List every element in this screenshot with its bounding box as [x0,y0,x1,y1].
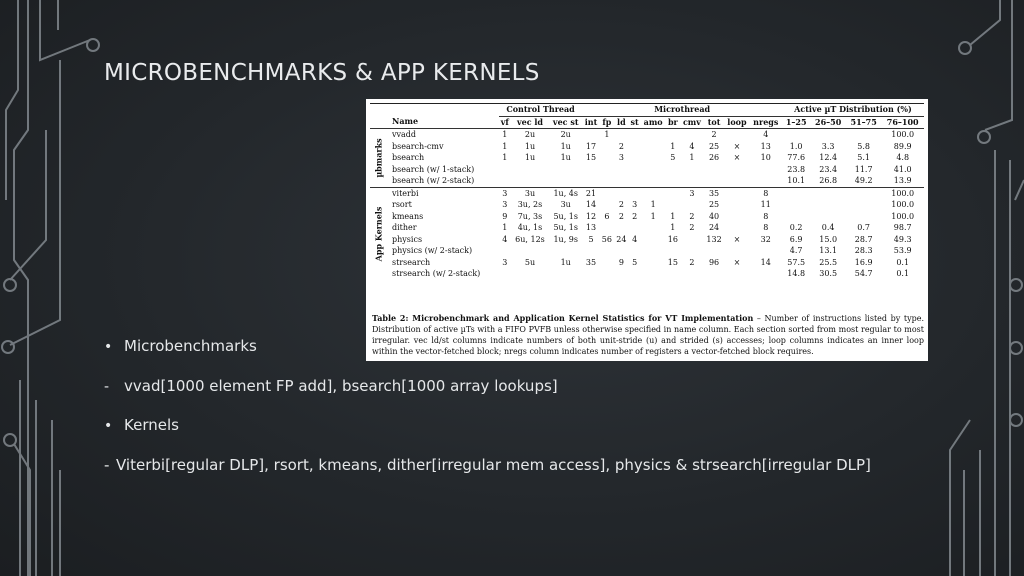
table-cell: 9 [502,211,508,221]
table-cell [846,187,881,199]
table-cell: 5 [632,257,638,267]
row-name-cell: bsearch-cmv [392,141,444,151]
bullet-marker: • [104,418,113,434]
group-active-distribution: Active µT Distribution (%) [782,104,924,117]
table-cell: 17 [585,141,597,151]
table-cell: 26 [708,153,720,162]
table-cell [549,268,582,280]
table-cell [629,268,641,280]
table-cell: 96 [708,257,720,267]
table-cell: 3u [560,200,571,209]
table-cell: 1 [499,129,511,141]
table-cell [614,222,628,234]
table-cell [629,129,641,141]
table-cell: 1 [502,223,508,232]
table-cell [600,199,614,211]
table-cell [680,234,704,246]
col-vecld: vec ld [511,116,549,129]
table-cell: 24 [708,223,720,232]
table-cell [641,234,666,246]
table-cell: 12.4 [819,153,838,162]
table-row [370,164,924,176]
table-cell: 2 [689,211,695,221]
table-cell: 1 [502,141,508,151]
table-cell: 2 [618,211,624,221]
table-cell [641,141,666,153]
table-cell: 1u [524,141,536,151]
table-cell [810,211,845,223]
table-cell: 0.4 [821,223,835,232]
table-cell: 4 [632,234,638,244]
table-cell: 14.8 [787,269,806,278]
table-cell: 1 [600,129,614,141]
table-cell: × [733,153,741,162]
bullet-marker: - [104,456,110,474]
table-cell: 2 [632,211,638,221]
table-cell [782,211,811,223]
table-cell [614,164,628,176]
table-cell: 24 [616,234,627,244]
col-d4: 76–100 [881,116,924,129]
table-cell [629,245,641,257]
bullet-item [104,456,871,474]
table-cell: 32 [760,234,771,244]
table-cell [614,175,628,187]
table-row [370,234,924,246]
table-cell [724,268,749,280]
table-cell [511,164,549,176]
table-cell [666,129,680,141]
table-cell [666,245,680,257]
table-cell: 5u, 1s [553,211,578,221]
table-cell [641,187,666,199]
col-name: Name [388,116,499,129]
table-cell [680,175,704,187]
table-cell [614,268,628,280]
table-cell: 89.9 [893,141,912,151]
table-cell [511,175,549,187]
table-cell: 13 [585,223,597,232]
table-cell [582,245,599,257]
table-cell: 35 [585,257,597,267]
table-cell [846,199,881,211]
table-row [370,268,924,280]
table-cell: 2 [618,200,624,209]
table-cell: 0.2 [789,223,803,232]
table-cell: 2 [689,223,695,232]
table-cell: 1u, 9s [553,234,578,244]
table-cell: 1 [670,211,676,221]
table-cell: 1 [689,153,695,162]
table-cell [641,164,666,176]
col-int: int [582,116,599,129]
table-cell: × [733,234,741,244]
table-row [370,245,924,257]
table-cell [704,164,725,176]
table-cell: 13.1 [819,246,838,255]
row-name-cell: rsort [392,200,412,209]
col-loop: loop [724,116,749,129]
table-cell: 14 [760,257,771,267]
bullet-text: Viterbi[regular DLP], rsort, kmeans, dither[irregular mem access], physics & strsearch[irregular DLP] [116,456,871,474]
table-cell [724,211,749,223]
table-cell: 77.6 [787,153,806,162]
table-cell: 8 [750,187,782,199]
table-row [370,141,924,153]
table-cell: 0.1 [896,257,910,267]
table-cell [810,199,845,211]
table-cell: 100.0 [881,187,924,199]
table-cell: 4 [689,141,695,151]
table-cell: × [733,141,741,151]
caption-label: Table 2: Microbenchmark and Application Kernel Statistics for VT Implementation [372,313,754,323]
table-cell [724,187,749,199]
table-cell [680,199,704,211]
table-cell: 7u, 3s [517,211,543,221]
table-cell [724,164,749,176]
table-cell [600,164,614,176]
row-name-cell: physics (w/ 2-stack) [392,246,473,255]
table-cell [600,175,614,187]
table-row [370,129,924,141]
table-cell [680,268,704,280]
table-cell [704,245,725,257]
table-cell: 49.3 [893,234,912,244]
table-cell: 25.5 [819,257,838,267]
table-cell [810,129,845,141]
table-cell [750,268,782,280]
table-cell [549,164,582,176]
table-cell [724,129,749,141]
bullet-marker: • [104,339,113,355]
table-cell: 6u, 12s [515,234,545,244]
table-cell: 1 [502,153,508,162]
table-cell: 3 [499,187,511,199]
table-cell [666,187,680,199]
row-name-cell: strsearch (w/ 2-stack) [392,269,481,278]
col-d3: 51–75 [846,116,881,129]
table-cell: 3.3 [821,141,835,151]
table-cell: 3u, 2s [517,200,543,209]
table-cell: 0.7 [857,223,871,232]
table-cell [846,129,881,141]
bullet-marker: - [104,379,110,395]
table-cell: 3 [680,187,704,199]
row-name-cell: kmeans [392,211,424,221]
table-cell [641,175,666,187]
table-cell [782,129,811,141]
table-cell [629,187,641,199]
table-cell [704,268,725,280]
table-cell [614,245,628,257]
table-cell: 13.9 [893,176,912,185]
table-cell: 16 [667,234,678,244]
table-cell: 9 [618,257,624,267]
table-cell: 1 [650,200,656,209]
table-cell: 4 [502,234,508,244]
table-cell [629,175,641,187]
table-cell [499,164,511,176]
table-cell [629,222,641,234]
table-cell: 6.9 [789,234,803,244]
table-cell [614,187,628,199]
table-cell: 6 [604,211,610,221]
table-cell [666,268,680,280]
table-cell: 100.0 [881,129,924,141]
table-cell: 3 [632,200,638,209]
table-cell: 14 [585,200,597,209]
table-cell: 15 [585,153,597,162]
table-cell: 54.7 [854,269,873,278]
table-cell [582,129,599,141]
col-vf: vf [499,116,511,129]
bullet-item [104,337,257,355]
table-cell: 1u [524,153,536,162]
table-cell: 49.2 [854,176,873,185]
row-name-cell: vvadd [388,129,499,141]
table-cell [680,164,704,176]
col-d2: 26–50 [810,116,845,129]
table-cell: 1 [670,223,676,232]
col-tot: tot [704,116,725,129]
col-cmv: cmv [680,116,704,129]
table-cell: × [733,257,741,267]
table-cell: 16.9 [854,257,873,267]
table-cell [511,245,549,257]
table-cell: 5.1 [857,153,871,162]
table-cell [600,152,614,164]
table-cell: 28.3 [854,246,873,255]
table-cell: 56 [601,234,612,244]
table-cell [641,152,666,164]
table-cell: 132 [706,234,722,244]
bullet-text: vvad[1000 element FP add], bsearch[1000 array lookups] [124,377,558,395]
bullet-item [104,377,558,395]
row-name-cell: bsearch [392,153,425,162]
table-cell [641,245,666,257]
table-cell: 1u [560,141,571,151]
table-cell: 3 [502,257,508,267]
table-cell: 23.4 [819,164,838,174]
row-name-cell: strsearch [392,257,431,267]
table-cell: 5 [670,153,676,162]
table-cell [724,222,749,234]
caption-text: – Number of instructions listed by type. Distribution of active µTs with a FIFO PVFB unless otherwise specified in name column. Each section sorted from most regular to most irregular. vec ld/st columns indicate numbers of both unit-stride (u) and strided (s) accesses; loop columns indicates an inner loop within the vector-fetched block; nregs column indicates number of registers a vector-fetched block requires. [372,314,924,356]
group-control-thread: Control Thread [499,104,583,117]
row-name-cell: physics [392,234,423,244]
table-cell: 10 [760,153,771,162]
table-cell: 10.1 [787,176,806,185]
bullet-text: Kernels [124,416,179,434]
table-cell [499,175,511,187]
col-br: br [666,116,680,129]
table-cell [750,175,782,187]
table-cell [666,199,680,211]
row-name-cell: bsearch (w/ 1-stack) [392,164,475,174]
table-cell [499,245,511,257]
table-cell: 41.0 [893,164,912,174]
table-cell [750,245,782,257]
table-cell [549,245,582,257]
col-fp: fp [600,116,614,129]
table-row [370,175,924,187]
table-row [370,187,924,199]
table-cell [499,268,511,280]
table-cell: 13 [760,141,771,151]
table-cell: 4.7 [789,246,803,255]
row-name-cell: viterbi [388,187,499,199]
table-cell: 30.5 [819,269,838,278]
row-name-cell: bsearch (w/ 2-stack) [392,176,475,185]
table-cell: 100.0 [891,200,915,209]
table-cell [810,187,845,199]
table-cell [549,175,582,187]
table-cell: 4.8 [896,153,910,162]
table-cell: 2 [618,141,624,151]
table-cell: 40 [708,211,720,221]
table-cell [782,199,811,211]
table-cell [582,175,599,187]
col-vecst: vec st [549,116,582,129]
row-name-cell: dither [392,223,417,232]
group-microthread: Microthread [582,104,782,117]
slide-title: MICROBENCHMARKS & APP KERNELS [104,60,540,86]
table-row [370,257,924,269]
table-cell: 35 [704,187,725,199]
table-cell: 15 [667,257,678,267]
bullet-item [104,416,179,434]
table-cell [600,141,614,153]
section-label: App Kernels [370,187,388,280]
table-cell [641,257,666,269]
table-cell: 1 [670,141,676,151]
table-cell [680,245,704,257]
table-cell: 2 [704,129,725,141]
table-cell [511,268,549,280]
table-cell: 3 [502,200,508,209]
table-cell: 28.7 [854,234,873,244]
table-cell: 5u, 1s [553,223,578,232]
table-cell: 26.8 [819,176,838,185]
table-cell: 15.0 [819,234,838,244]
table-cell [704,175,725,187]
table-cell: 1 [650,211,656,221]
table-cell [600,245,614,257]
table-cell: 21 [582,187,599,199]
table-cell [680,129,704,141]
table-cell [629,164,641,176]
table-cell [641,268,666,280]
col-amo: amo [641,116,666,129]
col-st: st [630,116,639,127]
table-cell: 8 [763,211,769,221]
stats-table-image [366,99,928,361]
table-cell [600,187,614,199]
table-cell: 1u [560,257,571,267]
table-cell [641,222,666,234]
col-d1: 1–25 [782,116,811,129]
table-cell: 8 [763,223,769,232]
table-cell: 12 [585,211,597,221]
table-cell: 23.8 [787,164,806,174]
table-cell [724,175,749,187]
table-cell: 98.7 [893,223,912,232]
table-cell: 1u [560,153,571,162]
table-cell [600,268,614,280]
table-cell: 25 [708,141,720,151]
table-row [370,199,924,211]
table-cell [629,141,641,153]
table-cell: 3 [618,153,624,162]
table-cell: 4 [750,129,782,141]
table-cell [846,211,881,223]
table-cell [614,129,628,141]
table-cell [641,129,666,141]
table-cell [600,222,614,234]
table-cell: 53.9 [893,246,912,255]
table-cell: 5.8 [857,141,871,151]
table-cell: 25 [708,200,720,209]
table-cell: 1u, 4s [549,187,582,199]
col-nregs: nregs [750,116,782,129]
table-cell [666,175,680,187]
table-cell: 4u, 1s [517,223,543,232]
table-cell [724,245,749,257]
table-cell [750,164,782,176]
table-row [370,211,924,223]
table-cell: 57.5 [787,257,806,267]
table-cell: 2 [689,257,695,267]
table-cell: 100.0 [891,211,915,221]
table-cell [600,257,614,269]
bullet-text: Microbenchmarks [124,337,257,355]
table-row [370,152,924,164]
table-cell: 2u [511,129,549,141]
table-cell: 3u [511,187,549,199]
table-cell [666,164,680,176]
table-cell [582,164,599,176]
table-cell [724,199,749,211]
table-cell [582,268,599,280]
table-cell: 0.1 [896,269,910,278]
table-cell [782,187,811,199]
table-caption [372,313,924,357]
stats-table [370,103,924,280]
table-cell: 11 [760,200,771,209]
table-cell: 2u [549,129,582,141]
table-cell: 11.7 [854,164,873,174]
section-label: µbmarks [370,129,388,188]
table-cell: 5u [524,257,536,267]
table-cell: 5 [588,234,594,244]
col-ld: ld [614,116,628,129]
table-cell: 1.0 [789,141,803,151]
table-cell [629,152,641,164]
table-row [370,222,924,234]
